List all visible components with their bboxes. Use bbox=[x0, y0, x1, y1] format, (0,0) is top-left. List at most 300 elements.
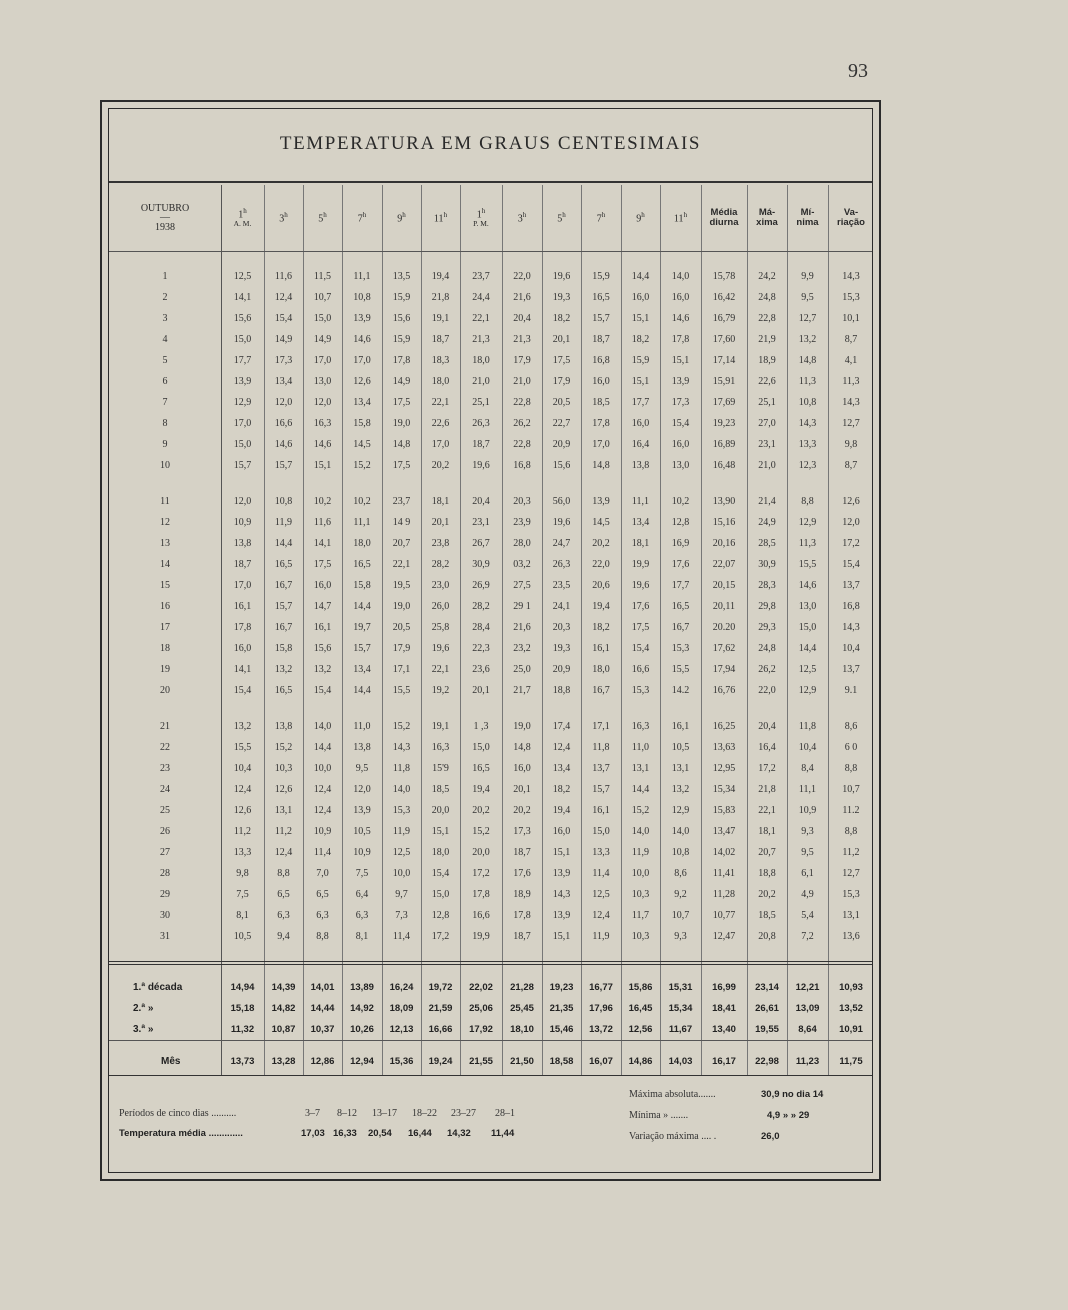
header-hour-number: 1 bbox=[476, 209, 482, 221]
temperature-value: 22,0 bbox=[758, 684, 776, 696]
temperature-value: 18,1 bbox=[631, 537, 650, 549]
temperature-value: 12,4 bbox=[552, 741, 571, 753]
temperature-value: 10,2 bbox=[353, 495, 371, 507]
temperature-value: 19,5 bbox=[392, 579, 411, 591]
header-hour-suffix: h bbox=[362, 210, 367, 219]
temperature-value: 10,8 bbox=[671, 846, 690, 858]
temperature-value: 14,8 bbox=[798, 354, 817, 366]
temperature-value: 17,8 bbox=[592, 417, 610, 429]
temperature-value: 16,25 bbox=[712, 720, 736, 732]
temperature-value: 13,8 bbox=[274, 720, 293, 732]
temperature-value: 16,79 bbox=[712, 312, 736, 324]
temperature-value: 23,1 bbox=[472, 516, 490, 528]
temperature-value: 19,4 bbox=[472, 783, 490, 795]
temperature-value: 13,3 bbox=[233, 846, 252, 858]
temperature-value: 22,1 bbox=[758, 804, 776, 816]
period-mean: 14,32 bbox=[447, 1128, 471, 1139]
temperature-value: 19,6 bbox=[631, 579, 650, 591]
header-rule bbox=[109, 251, 872, 252]
temperature-value: 25,1 bbox=[472, 396, 490, 408]
decade-value: 14,39 bbox=[271, 981, 296, 993]
temperature-value: 17,0 bbox=[313, 354, 332, 366]
temperature-value: 20,9 bbox=[552, 438, 571, 450]
temperature-value: 20.20 bbox=[712, 621, 736, 633]
temperature-value: 24,8 bbox=[758, 642, 776, 654]
temperature-value: 8,8 bbox=[316, 930, 329, 942]
temperature-value: 17,7 bbox=[631, 396, 650, 408]
temperature-value: 18,3 bbox=[431, 354, 450, 366]
temperature-value: 16,0 bbox=[631, 291, 650, 303]
temperature-value: 14,9 bbox=[392, 375, 411, 387]
temperature-value: 15,91 bbox=[712, 375, 736, 387]
decade-value: 10,37 bbox=[310, 1023, 335, 1035]
decade-value: 15,34 bbox=[668, 1002, 693, 1014]
header-variacao bbox=[828, 185, 874, 251]
temperature-value: 13,4 bbox=[274, 375, 293, 387]
temperature-value: 15,1 bbox=[552, 846, 571, 858]
decade-value: 18,10 bbox=[510, 1023, 534, 1035]
day-number: 6 bbox=[162, 375, 168, 387]
day-number: 1 bbox=[162, 270, 168, 282]
decade-value: 26,61 bbox=[755, 1002, 779, 1014]
temperature-value: 15,5 bbox=[233, 741, 252, 753]
header-hour-suffix: h bbox=[641, 210, 645, 219]
decade-value: 11,32 bbox=[230, 1023, 255, 1035]
temperature-value: 10,9 bbox=[313, 825, 332, 837]
period-mean: 16,44 bbox=[408, 1128, 432, 1139]
temperature-table bbox=[109, 185, 872, 1075]
min-label: Mínima » ....... bbox=[629, 1110, 689, 1121]
temperature-value: 13,2 bbox=[313, 663, 332, 675]
temperature-value: 22,0 bbox=[592, 558, 610, 570]
temperature-value: 14,3 bbox=[552, 888, 571, 900]
temperature-value: 14,4 bbox=[631, 270, 650, 282]
decade-value: 14,44 bbox=[310, 1002, 335, 1014]
temperature-value: 21,8 bbox=[431, 291, 450, 303]
temperature-value: 10,3 bbox=[631, 930, 650, 942]
temperature-value: 10,5 bbox=[353, 825, 371, 837]
temperature-value: 10,8 bbox=[353, 291, 371, 303]
temperature-value: 20,2 bbox=[592, 537, 610, 549]
header-minima bbox=[787, 185, 828, 251]
temperature-value: 9,5 bbox=[355, 762, 369, 774]
temperature-value: 13,1 bbox=[631, 762, 650, 774]
period-range: 3–7 bbox=[305, 1108, 320, 1119]
temperature-value: 13,4 bbox=[631, 516, 650, 528]
temperature-value: 11,9 bbox=[274, 516, 293, 528]
temperature-value: 12,4 bbox=[592, 909, 610, 921]
temperature-value: 11,3 bbox=[798, 537, 817, 549]
temperature-value: 9,4 bbox=[277, 930, 290, 942]
month-value: 11,75 bbox=[839, 1055, 863, 1067]
temperature-value: 28,4 bbox=[472, 621, 490, 633]
temperature-value: 15,7 bbox=[274, 600, 293, 612]
temperature-value: 13,9 bbox=[353, 804, 371, 816]
temperature-value: 13,7 bbox=[842, 663, 860, 675]
temperature-value: 17,2 bbox=[758, 762, 776, 774]
month-label: OUTUBRO bbox=[140, 202, 190, 214]
header-variacao-line1: Va- bbox=[843, 207, 859, 219]
temperature-value: 9.1 bbox=[844, 684, 858, 696]
decade-value: 14,01 bbox=[310, 981, 335, 993]
temperature-value: 18,2 bbox=[631, 333, 650, 345]
temperature-value: 13,63 bbox=[712, 741, 736, 753]
year-label: 1938 bbox=[155, 222, 175, 233]
temperature-value: 15,4 bbox=[431, 867, 450, 879]
temperature-value: 11,1 bbox=[798, 783, 817, 795]
var-value: 26,0 bbox=[761, 1131, 780, 1142]
temperature-value: 12,8 bbox=[431, 909, 450, 921]
temperature-value: 18,1 bbox=[758, 825, 776, 837]
decade-value: 13,72 bbox=[589, 1023, 613, 1035]
temperature-value: 12,7 bbox=[842, 417, 860, 429]
temperature-value: 7,5 bbox=[236, 888, 249, 900]
temperature-value: 23,7 bbox=[472, 270, 490, 282]
header-variacao-line2: riação bbox=[837, 217, 865, 228]
temperature-value: 21,0 bbox=[472, 375, 490, 387]
temperature-value: 1 ,3 bbox=[473, 720, 489, 732]
temperature-value: 19,0 bbox=[392, 417, 411, 429]
temperature-value: 17,94 bbox=[712, 663, 736, 675]
temperature-value: 20,15 bbox=[712, 579, 736, 591]
temperature-value: 19,9 bbox=[631, 558, 650, 570]
temperature-value: 6,3 bbox=[355, 909, 369, 921]
header-hour-suffix: h bbox=[323, 210, 327, 219]
header-hour-number: 3 bbox=[517, 213, 523, 225]
temperature-value: 18,7 bbox=[513, 846, 531, 858]
temperature-value: 15,0 bbox=[798, 621, 817, 633]
temperature-value: 19,4 bbox=[431, 270, 450, 282]
temperature-value: 17,6 bbox=[513, 867, 531, 879]
temperature-value: 8,6 bbox=[674, 867, 687, 879]
header-hour-period: P. M. bbox=[473, 219, 489, 229]
temperature-value: 20,4 bbox=[513, 312, 531, 324]
temperature-value: 22,6 bbox=[758, 375, 776, 387]
day-number: 11 bbox=[160, 495, 170, 507]
temperature-value: 12,0 bbox=[842, 516, 860, 528]
temperature-value: 20,5 bbox=[392, 621, 411, 633]
temperature-value: 16,6 bbox=[472, 909, 490, 921]
temperature-value: 16,1 bbox=[671, 720, 690, 732]
temperature-value: 14,1 bbox=[233, 663, 252, 675]
temperature-value: 12,4 bbox=[313, 804, 332, 816]
temperature-value: 14,3 bbox=[842, 621, 860, 633]
temperature-value: 11,9 bbox=[592, 930, 610, 942]
day-number: 27 bbox=[160, 846, 170, 858]
temperature-value: 15,0 bbox=[233, 438, 252, 450]
temperature-value: 15,0 bbox=[313, 312, 332, 324]
header-hour-suffix: h bbox=[522, 210, 527, 219]
temperature-value: 13,9 bbox=[233, 375, 252, 387]
temperature-value: 20,3 bbox=[552, 621, 571, 633]
temperature-value: 9,3 bbox=[801, 825, 814, 837]
temperature-value: 15,3 bbox=[842, 888, 860, 900]
temperature-value: 11,5 bbox=[313, 270, 332, 282]
temperature-value: 14,3 bbox=[842, 270, 860, 282]
day-number: 24 bbox=[160, 783, 170, 795]
temperature-value: 14,4 bbox=[313, 741, 332, 753]
month-value: 19,24 bbox=[428, 1055, 453, 1067]
temperature-value: 12,5 bbox=[592, 888, 610, 900]
decade-value: 8,64 bbox=[798, 1023, 817, 1035]
header-hour-suffix: h bbox=[443, 210, 448, 219]
day-number: 4 bbox=[162, 333, 168, 345]
temperature-value: 14,9 bbox=[274, 333, 293, 345]
temperature-value: 17,5 bbox=[552, 354, 571, 366]
month-rule bbox=[109, 1040, 872, 1041]
temperature-value: 20,4 bbox=[472, 495, 490, 507]
temperature-value: 11,0 bbox=[631, 741, 650, 753]
temperature-value: 22,8 bbox=[513, 396, 531, 408]
temperature-value: 20,2 bbox=[513, 804, 531, 816]
header-maxima-line2: xima bbox=[756, 217, 778, 228]
temperature-value: 13,9 bbox=[592, 495, 610, 507]
temperature-value: 18,5 bbox=[758, 909, 776, 921]
temperature-value: 19,6 bbox=[552, 516, 571, 528]
temperature-value: 19,6 bbox=[431, 642, 450, 654]
temperature-value: 26,7 bbox=[472, 537, 490, 549]
day-number: 8 bbox=[162, 417, 168, 429]
header-hour bbox=[460, 185, 502, 251]
temperature-value: 16,5 bbox=[274, 558, 293, 570]
temperature-value: 11,1 bbox=[353, 270, 371, 282]
temperature-value: 15,8 bbox=[274, 642, 293, 654]
temperature-value: 13,1 bbox=[842, 909, 860, 921]
decade-value: 16,24 bbox=[389, 981, 414, 993]
temperature-value: 23,6 bbox=[472, 663, 490, 675]
temperature-value: 15,7 bbox=[592, 312, 610, 324]
temperature-value: 20,3 bbox=[513, 495, 531, 507]
temperature-value: 12,6 bbox=[842, 495, 860, 507]
temperature-value: 8,6 bbox=[844, 720, 858, 732]
temperature-value: 15,5 bbox=[392, 684, 411, 696]
header-hour-suffix: h bbox=[601, 210, 606, 219]
temperature-value: 15,1 bbox=[631, 375, 650, 387]
temperature-value: 18,0 bbox=[431, 846, 450, 858]
temperature-value: 14,8 bbox=[592, 459, 610, 471]
temperature-value: 12,4 bbox=[233, 783, 252, 795]
header-maxima bbox=[747, 185, 787, 251]
temperature-value: 10,3 bbox=[631, 888, 650, 900]
temperature-value: 17,3 bbox=[671, 396, 690, 408]
temperature-value: 17,8 bbox=[233, 621, 252, 633]
day-number: 28 bbox=[160, 867, 170, 879]
temperature-value: 20,0 bbox=[431, 804, 450, 816]
temperature-value: 13,0 bbox=[798, 600, 817, 612]
header-hour-number: 11 bbox=[673, 213, 684, 225]
temperature-value: 12,4 bbox=[274, 291, 293, 303]
temperature-value: 6,1 bbox=[801, 867, 814, 879]
temperature-value: 15,3 bbox=[671, 642, 690, 654]
temperature-value: 15,5 bbox=[798, 558, 817, 570]
temperature-value: 16,5 bbox=[592, 291, 610, 303]
temperature-value: 10,8 bbox=[798, 396, 817, 408]
day-number: 26 bbox=[160, 825, 170, 837]
temperature-value: 15,9 bbox=[392, 291, 411, 303]
temperature-value: 30,9 bbox=[472, 558, 490, 570]
decade-value: 10,87 bbox=[271, 1023, 296, 1035]
temperature-value: 12,9 bbox=[671, 804, 690, 816]
month-value: 21,55 bbox=[469, 1055, 493, 1067]
temperature-value: 19,4 bbox=[592, 600, 610, 612]
temperature-value: 12,5 bbox=[233, 270, 252, 282]
temperature-value: 21,0 bbox=[513, 375, 531, 387]
temperature-value: 20,11 bbox=[712, 600, 736, 612]
temperature-value: 26,3 bbox=[552, 558, 571, 570]
temperature-value: 22,8 bbox=[758, 312, 776, 324]
day-number: 17 bbox=[160, 621, 170, 633]
header-hour-number: 7 bbox=[596, 213, 602, 225]
temperature-value: 15,6 bbox=[392, 312, 411, 324]
temperature-value: 25,0 bbox=[513, 663, 531, 675]
temperature-value: 15,7 bbox=[592, 783, 610, 795]
temperature-value: 21,4 bbox=[758, 495, 776, 507]
temperature-value: 03,2 bbox=[513, 558, 531, 570]
temperature-value: 15,4 bbox=[842, 558, 860, 570]
header-hour bbox=[342, 185, 382, 251]
temperature-value: 10,9 bbox=[798, 804, 817, 816]
temperature-value: 18,7 bbox=[513, 930, 531, 942]
temperature-value: 30,9 bbox=[758, 558, 776, 570]
table-frame bbox=[100, 100, 881, 1181]
temperature-value: 22,1 bbox=[392, 558, 411, 570]
temperature-value: 15,6 bbox=[233, 312, 252, 324]
temperature-value: 22,07 bbox=[712, 558, 736, 570]
temperature-value: 12,7 bbox=[798, 312, 817, 324]
day-number: 2 bbox=[162, 291, 168, 303]
period-range: 23–27 bbox=[451, 1108, 476, 1119]
decade-value: 14,92 bbox=[350, 1002, 374, 1014]
temperature-value: 20,9 bbox=[552, 663, 571, 675]
month-value: 16,17 bbox=[712, 1055, 736, 1067]
temperature-value: 16,7 bbox=[671, 621, 690, 633]
header-hour-suffix: h bbox=[562, 210, 566, 219]
temperature-value: 6,5 bbox=[316, 888, 329, 900]
temperature-value: 14,4 bbox=[353, 600, 371, 612]
temperature-value: 16,9 bbox=[671, 537, 690, 549]
temperature-value: 14,4 bbox=[274, 537, 293, 549]
temperature-value: 11,2 bbox=[842, 846, 860, 858]
temperature-value: 13,1 bbox=[274, 804, 293, 816]
temperature-value: 18,5 bbox=[592, 396, 610, 408]
title-rule bbox=[109, 181, 872, 183]
temperature-value: 10,9 bbox=[353, 846, 371, 858]
mean-label: Temperatura média ............. bbox=[119, 1128, 243, 1139]
abs-max-label: Máxima absoluta....... bbox=[629, 1089, 716, 1100]
temperature-value: 20,6 bbox=[592, 579, 610, 591]
temperature-value: 14,9 bbox=[313, 333, 332, 345]
decade-value: 25,06 bbox=[469, 1002, 493, 1014]
temperature-value: 4,1 bbox=[844, 354, 858, 366]
temperature-value: 13,4 bbox=[552, 762, 571, 774]
temperature-value: 9,7 bbox=[395, 888, 408, 900]
month-value: 12,86 bbox=[310, 1055, 335, 1067]
month-value: 16,07 bbox=[589, 1055, 613, 1067]
day-number: 13 bbox=[160, 537, 170, 549]
temperature-value: 17,4 bbox=[552, 720, 571, 732]
temperature-value: 10,3 bbox=[274, 762, 293, 774]
temperature-value: 17,7 bbox=[671, 579, 690, 591]
temperature-value: 9,8 bbox=[236, 867, 249, 879]
temperature-value: 15,78 bbox=[712, 270, 736, 282]
month-value: 11,23 bbox=[795, 1055, 820, 1067]
decade-value: 15,18 bbox=[230, 1002, 255, 1014]
temperature-value: 9,8 bbox=[844, 438, 858, 450]
temperature-value: 11,3 bbox=[798, 375, 817, 387]
temperature-value: 12,6 bbox=[274, 783, 293, 795]
period-range: 18–22 bbox=[412, 1108, 437, 1119]
temperature-value: 19,6 bbox=[472, 459, 490, 471]
temperature-value: 10,5 bbox=[671, 741, 690, 753]
month-value: 21,50 bbox=[510, 1055, 534, 1067]
temperature-value: 14,4 bbox=[798, 642, 817, 654]
temperature-value: 11,6 bbox=[313, 516, 332, 528]
period-range: 8–12 bbox=[337, 1108, 357, 1119]
temperature-value: 13,8 bbox=[233, 537, 252, 549]
month-value: 14,03 bbox=[668, 1055, 693, 1067]
temperature-value: 21,3 bbox=[472, 333, 490, 345]
temperature-value: 18,7 bbox=[592, 333, 610, 345]
month-value: 13,28 bbox=[271, 1055, 296, 1067]
temperature-value: 23,0 bbox=[431, 579, 450, 591]
temperature-value: 16,8 bbox=[513, 459, 531, 471]
header-hour bbox=[221, 185, 264, 251]
temperature-value: 18,0 bbox=[592, 663, 610, 675]
decade-value: 15,86 bbox=[628, 981, 653, 993]
abs-max-value: 30,9 no dia 14 bbox=[761, 1089, 824, 1100]
temperature-value: 23,7 bbox=[392, 495, 411, 507]
decade-value: 12,13 bbox=[389, 1023, 414, 1035]
temperature-value: 18,9 bbox=[513, 888, 531, 900]
temperature-value: 8,8 bbox=[844, 762, 858, 774]
temperature-value: 15,2 bbox=[392, 720, 411, 732]
temperature-value: 16,0 bbox=[671, 291, 690, 303]
temperature-value: 14,1 bbox=[313, 537, 332, 549]
temperature-value: 17,5 bbox=[392, 459, 411, 471]
temperature-value: 9,2 bbox=[674, 888, 687, 900]
period-mean: 11,44 bbox=[491, 1128, 515, 1139]
temperature-value: 10,4 bbox=[233, 762, 252, 774]
temperature-value: 15,34 bbox=[712, 783, 736, 795]
header-hour-number: 3 bbox=[279, 213, 285, 225]
header-hour-suffix: h bbox=[243, 206, 247, 215]
temperature-value: 23,8 bbox=[431, 537, 450, 549]
temperature-value: 17,0 bbox=[592, 438, 610, 450]
day-number: 3 bbox=[162, 312, 168, 324]
temperature-value: 16,6 bbox=[631, 663, 650, 675]
temperature-value: 13,9 bbox=[671, 375, 690, 387]
temperature-value: 15,7 bbox=[353, 642, 371, 654]
temperature-value: 16,1 bbox=[592, 804, 610, 816]
temperature-value: 20,7 bbox=[392, 537, 411, 549]
temperature-value: 28,3 bbox=[758, 579, 776, 591]
period-range: 28–1 bbox=[495, 1108, 515, 1119]
temperature-value: 9,5 bbox=[801, 291, 814, 303]
summary-rule-double bbox=[109, 964, 872, 965]
header-media-diurna bbox=[701, 185, 747, 251]
temperature-value: 20,2 bbox=[431, 459, 450, 471]
decade-value: 14,82 bbox=[271, 1002, 296, 1014]
temperature-value: 26,9 bbox=[472, 579, 490, 591]
temperature-value: 18,8 bbox=[552, 684, 571, 696]
header-hour bbox=[421, 185, 460, 251]
temperature-value: 10,5 bbox=[233, 930, 252, 942]
temperature-value: 8,7 bbox=[844, 333, 858, 345]
decade-value: 18,09 bbox=[389, 1002, 414, 1014]
temperature-value: 17,69 bbox=[712, 396, 736, 408]
temperature-value: 12,95 bbox=[712, 762, 736, 774]
period-mean: 20,54 bbox=[368, 1128, 392, 1139]
